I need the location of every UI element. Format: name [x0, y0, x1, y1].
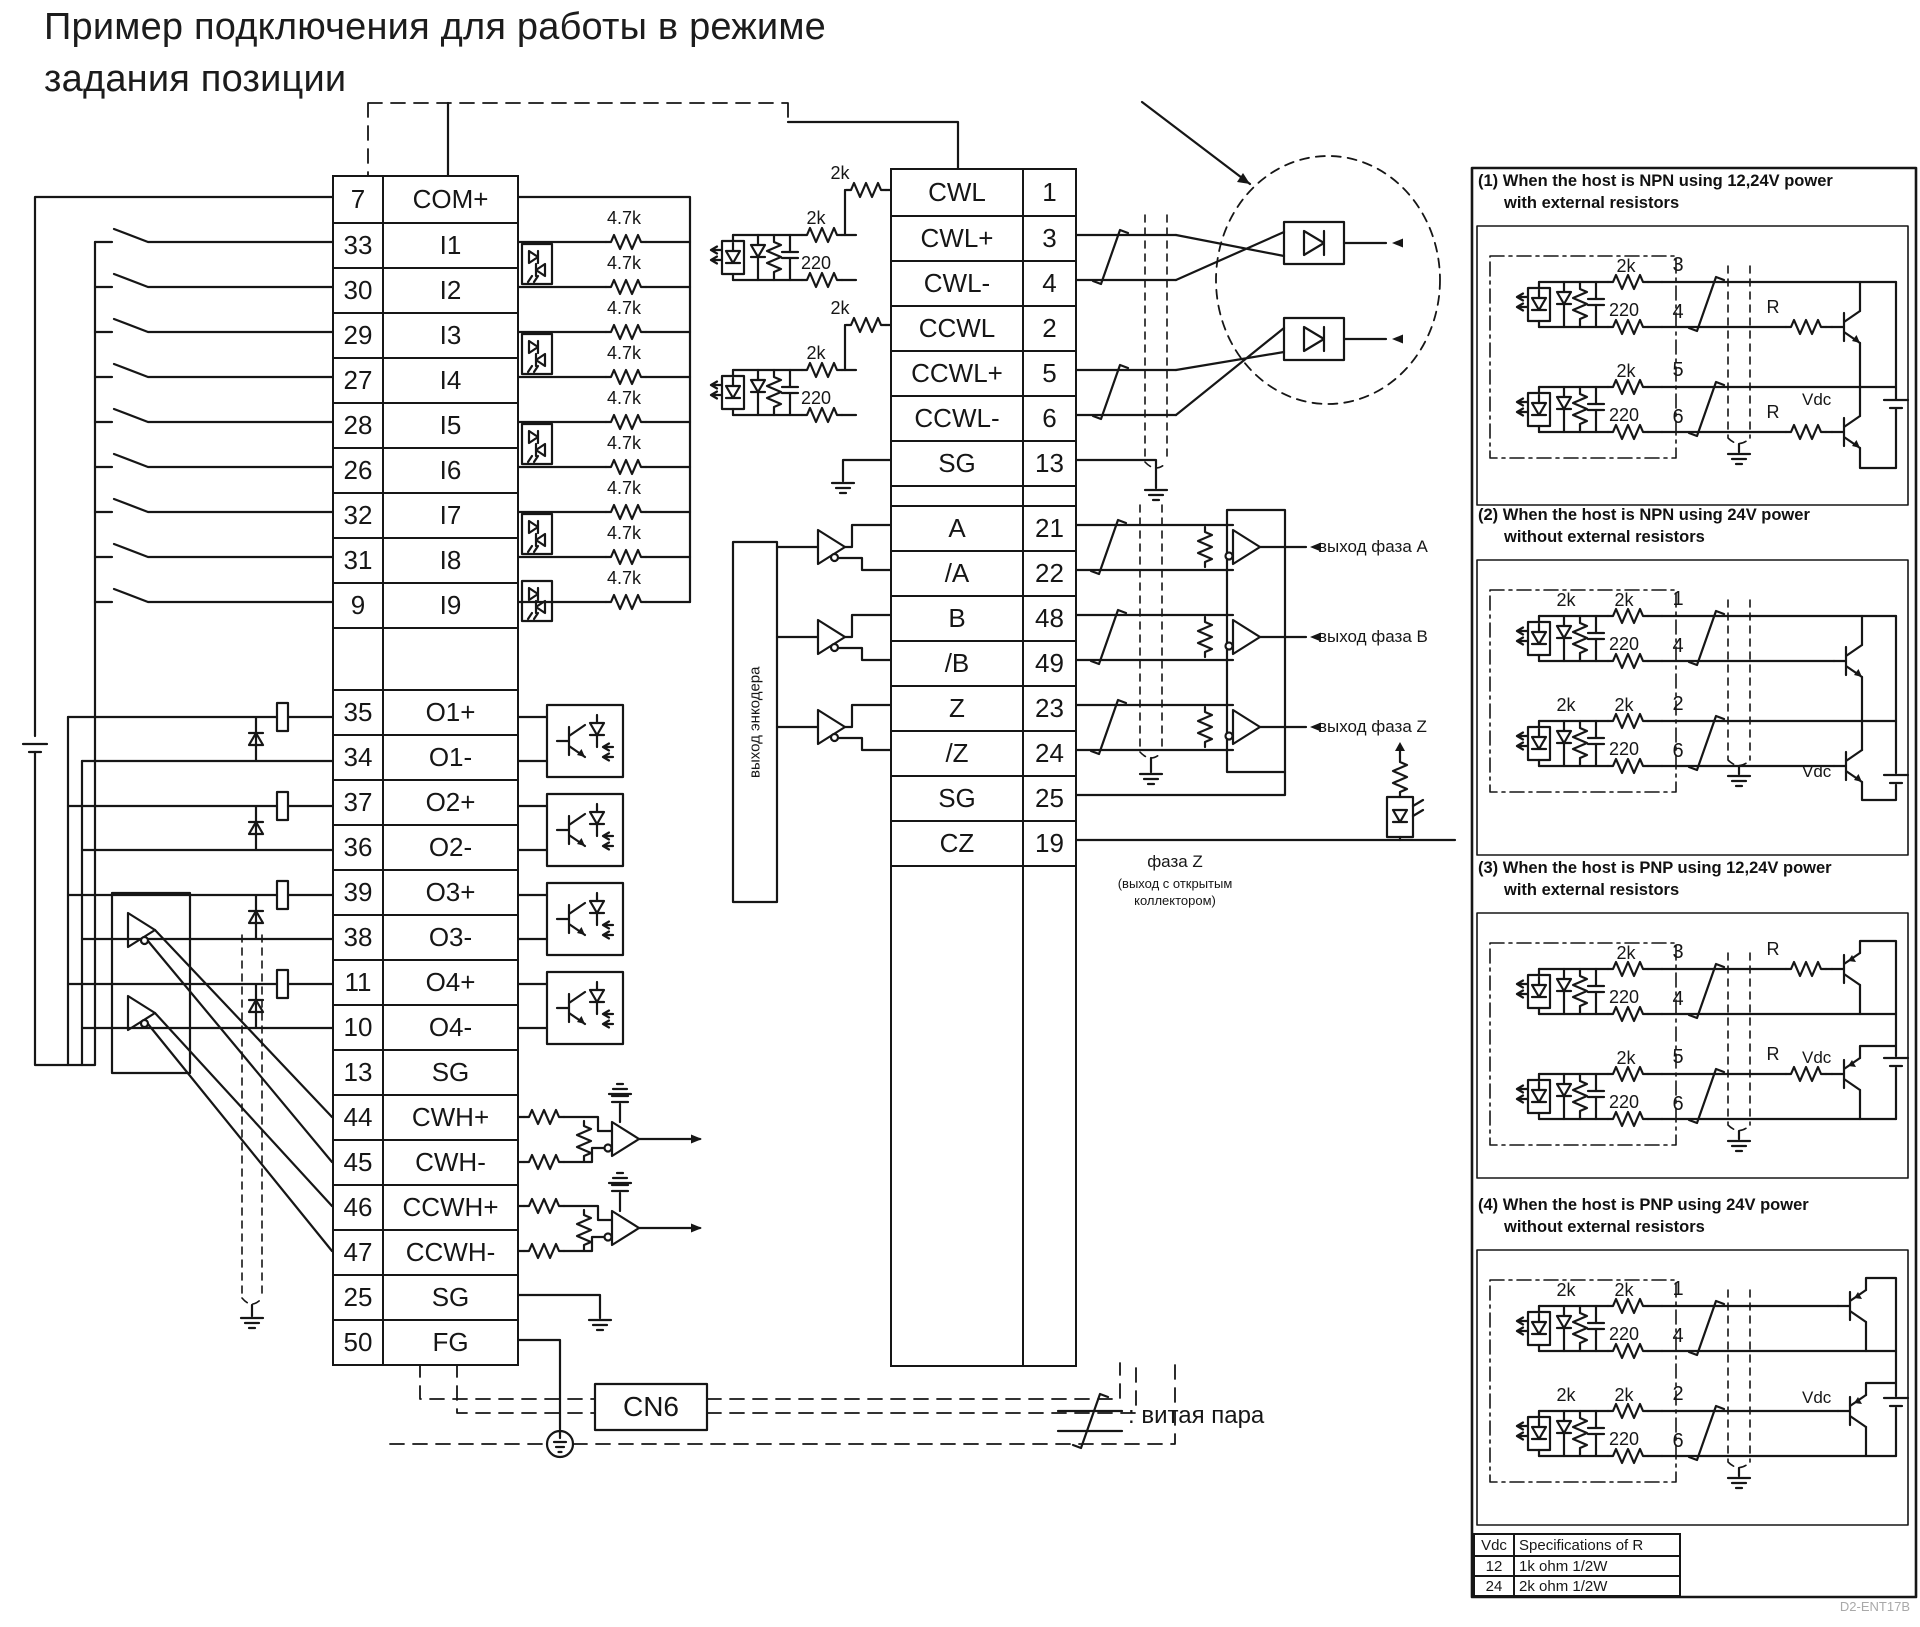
- panel-pin: 6: [1672, 1093, 1684, 1115]
- name-cell: CWH+: [411, 1102, 490, 1132]
- table-row: [334, 1049, 517, 1094]
- resistor-label: 220: [800, 388, 832, 408]
- panel-pin: 5: [1672, 359, 1684, 381]
- table-row: [334, 734, 517, 779]
- pin-cell: 19: [1035, 828, 1064, 858]
- pin-cell: 38: [334, 916, 384, 959]
- table-row: [334, 1184, 517, 1229]
- table-row: [892, 730, 1075, 775]
- name-cell: O3-: [428, 922, 473, 952]
- resistor-label: 2k: [1616, 361, 1636, 381]
- ground-icon: [589, 1320, 611, 1330]
- pin-cell: 22: [1035, 558, 1064, 588]
- encoder-output-label: выход энкодера: [746, 666, 764, 778]
- resistor-label: 220: [1608, 405, 1640, 425]
- resistor-label: 220: [1608, 739, 1640, 759]
- panel-2-subheading: without external resistors: [1504, 528, 1705, 546]
- panel-3-circuit: [1477, 913, 1908, 1178]
- name-cell: I1: [439, 230, 462, 260]
- name-cell: O1+: [425, 697, 476, 727]
- battery-icon: [23, 744, 47, 752]
- name-cell: CCWL-: [892, 397, 1024, 440]
- panel-1-circuit: [1477, 226, 1908, 505]
- pin-cell: 5: [1042, 358, 1057, 388]
- resistor-label: 2k: [806, 343, 826, 363]
- resistor-label: 4.7k: [606, 298, 642, 318]
- panel-pin: 4: [1672, 1325, 1684, 1347]
- pin-cell: 24: [1035, 738, 1064, 768]
- name-cell: I7: [439, 500, 462, 530]
- table-row: [892, 395, 1075, 440]
- pin-cell: [334, 629, 384, 689]
- earth-ground-icon: [547, 1431, 573, 1457]
- table-row: [892, 775, 1075, 820]
- panel-pin: 2: [1672, 693, 1684, 715]
- resistor-label: 2k: [1616, 1048, 1636, 1068]
- name-cell: FG: [432, 1327, 469, 1357]
- table-row: [892, 440, 1075, 485]
- pin-cell: 29: [334, 314, 384, 357]
- panel-1-subheading: with external resistors: [1504, 194, 1680, 212]
- table-row: [334, 357, 517, 402]
- cn1-middle-terminal-table: [890, 168, 1077, 1367]
- resistor-label: 4.7k: [606, 433, 642, 453]
- pin-cell: [1024, 487, 1075, 505]
- panel-1-heading: (1) When the host is NPN using 12,24V power: [1478, 172, 1833, 190]
- resistor-label: 2k: [1556, 590, 1576, 610]
- vdc-label: Vdc: [1802, 762, 1832, 781]
- phase-z-label: выход фаза Z: [1318, 717, 1427, 736]
- name-cell: /A: [892, 552, 1024, 595]
- phase-z-oc-note2: коллектором): [1134, 893, 1216, 908]
- table-row: [892, 215, 1075, 260]
- pin-cell: 1: [1042, 177, 1057, 207]
- table-row: [334, 824, 517, 869]
- input-switches: [23, 197, 332, 1065]
- header-cell: Vdc: [1475, 1535, 1515, 1555]
- panel-2-circuit: [1477, 560, 1908, 855]
- table-row: [334, 1004, 517, 1049]
- panel-pin: 6: [1672, 740, 1684, 762]
- output-transistor-circuits: [515, 705, 623, 1044]
- resistor-label: 4.7k: [606, 388, 642, 408]
- table-row: [334, 537, 517, 582]
- table-row: [892, 485, 1075, 505]
- pin-cell: 36: [334, 826, 384, 869]
- pin-cell: 11: [334, 961, 384, 1004]
- name-cell: I5: [439, 410, 462, 440]
- name-cell: O2+: [425, 787, 476, 817]
- table-row: [892, 505, 1075, 550]
- ground-icon: [241, 1318, 263, 1328]
- pin-cell: 44: [334, 1096, 384, 1139]
- page-title-line2: задания позиции: [44, 58, 347, 100]
- resistor-label: 4.7k: [606, 253, 642, 273]
- table-row: [334, 1139, 517, 1184]
- panel-pin: 1: [1672, 1278, 1684, 1300]
- pin-cell: 3: [1042, 223, 1057, 253]
- pin-cell: 31: [334, 539, 384, 582]
- resistor-label: 220: [800, 253, 832, 273]
- panel-pin: 6: [1672, 406, 1684, 428]
- r-label: R: [1766, 297, 1780, 317]
- table-row: [334, 267, 517, 312]
- r-label: R: [1766, 939, 1780, 959]
- r-spec-table: [1473, 1533, 1681, 1597]
- name-cell: SG: [892, 442, 1024, 485]
- pin-cell: 6: [1042, 403, 1057, 433]
- panel-3-heading: (3) When the host is PNP using 12,24V power: [1478, 859, 1832, 877]
- pin-cell: 50: [334, 1321, 384, 1364]
- pin-cell: 13: [334, 1051, 384, 1094]
- name-cell: O4-: [428, 1012, 473, 1042]
- vdc-label: Vdc: [1802, 1388, 1832, 1407]
- pin-cell: 33: [334, 224, 384, 267]
- phase-z-oc-title: фаза Z: [1147, 852, 1203, 871]
- header-cell: Specifications of R: [1519, 1536, 1644, 1554]
- resistor-label: 220: [1608, 1429, 1640, 1449]
- table-row: [892, 550, 1075, 595]
- resistor-label: 2k: [1556, 695, 1576, 715]
- resistor-label: 220: [1608, 634, 1640, 654]
- name-cell: B: [892, 597, 1024, 640]
- table-row: [892, 350, 1075, 395]
- name-cell: I2: [439, 275, 462, 305]
- name-cell: CCWL+: [892, 352, 1024, 395]
- table-row: [334, 869, 517, 914]
- table-row: [334, 492, 517, 537]
- table-row: [334, 312, 517, 357]
- table-row: [334, 959, 517, 1004]
- page-title-line1: Пример подключения для работы в режиме: [44, 6, 827, 48]
- pin-cell: 46: [334, 1186, 384, 1229]
- resistor-label: 2k: [1616, 943, 1636, 963]
- output-loads: [68, 703, 332, 1065]
- table-row: [334, 627, 517, 689]
- host-pulse-driver: [112, 893, 332, 1328]
- table-row: [334, 779, 517, 824]
- panel-pin: 6: [1672, 1430, 1684, 1452]
- resistor-label: 2k: [830, 298, 850, 318]
- resistor-label: 2k: [830, 163, 850, 183]
- name-cell: CWH-: [415, 1147, 486, 1177]
- name-cell: O4+: [425, 967, 476, 997]
- name-cell: SG: [431, 1057, 470, 1087]
- pin-cell: 47: [334, 1231, 384, 1274]
- pin-cell: 26: [334, 449, 384, 492]
- cell: 1k ohm 1/2W: [1519, 1557, 1608, 1575]
- panel-3-subheading: with external resistors: [1504, 881, 1680, 899]
- cell: 2k ohm 1/2W: [1519, 1577, 1608, 1595]
- pin-cell: [1024, 867, 1075, 1365]
- pin-cell: 10: [334, 1006, 384, 1049]
- name-cell: SG: [431, 1282, 470, 1312]
- name-cell: I6: [439, 455, 462, 485]
- resistor-label: 2k: [1614, 695, 1634, 715]
- resistor-label: 2k: [1556, 1280, 1576, 1300]
- name-cell: SG: [892, 777, 1024, 820]
- pin-cell: 25: [1035, 783, 1064, 813]
- table-row: [892, 170, 1075, 215]
- name-cell: I9: [439, 590, 462, 620]
- name-cell: /Z: [892, 732, 1024, 775]
- table-row: [1475, 1555, 1679, 1575]
- table-row: [1475, 1535, 1679, 1555]
- pin-cell: 7: [334, 177, 384, 222]
- name-cell: CWL-: [892, 262, 1024, 305]
- twisted-pair-legend: : витая пара: [1128, 1402, 1265, 1429]
- table-row: [334, 689, 517, 734]
- pin-cell: 30: [334, 269, 384, 312]
- pin-cell: 9: [334, 584, 384, 627]
- name-cell: CWL+: [892, 217, 1024, 260]
- pin-cell: 21: [1035, 513, 1064, 543]
- table-row: [334, 1094, 517, 1139]
- table-row: [334, 1319, 517, 1364]
- pin-cell: 35: [334, 691, 384, 734]
- table-row: [892, 685, 1075, 730]
- resistor-label: 4.7k: [606, 343, 642, 363]
- name-cell: CCWH-: [405, 1237, 496, 1267]
- table-row: [334, 402, 517, 447]
- cell: 12: [1475, 1557, 1515, 1575]
- name-cell: CWL: [892, 170, 1024, 215]
- pin-cell: 34: [334, 736, 384, 779]
- name-cell: I4: [439, 365, 462, 395]
- name-cell: CZ: [892, 822, 1024, 865]
- resistor-label: 4.7k: [606, 568, 642, 588]
- panel-pin: 5: [1672, 1046, 1684, 1068]
- cn1-left-terminal-table: [332, 175, 519, 1366]
- cwl-opto-cells: [711, 183, 890, 493]
- name-cell: I3: [439, 320, 462, 350]
- name-cell: [384, 629, 517, 689]
- panel-4-heading: (4) When the host is PNP using 24V power: [1478, 1196, 1809, 1214]
- pin-cell: 49: [1035, 648, 1064, 678]
- panel-pin: 1: [1672, 588, 1684, 610]
- panel-pin: 2: [1672, 1383, 1684, 1405]
- resistor-label: 220: [1608, 1092, 1640, 1112]
- panel-pin: 4: [1672, 635, 1684, 657]
- vdc-label: Vdc: [1802, 390, 1832, 409]
- table-row: [334, 222, 517, 267]
- resistor-label: 2k: [1614, 590, 1634, 610]
- table-row: [334, 447, 517, 492]
- panel-pin: 4: [1672, 988, 1684, 1010]
- resistor-label: 2k: [1614, 1385, 1634, 1405]
- pin-cell: 25: [334, 1276, 384, 1319]
- pin-cell: 23: [1035, 693, 1064, 723]
- table-row: [1475, 1575, 1679, 1595]
- pin-cell: 48: [1035, 603, 1064, 633]
- pin-cell: 32: [334, 494, 384, 537]
- name-cell: A: [892, 507, 1024, 550]
- name-cell: O3+: [425, 877, 476, 907]
- table-row: [334, 582, 517, 627]
- pin-cell: 27: [334, 359, 384, 402]
- pulse-receiver-circuits: [515, 1084, 702, 1258]
- pin-cell: 28: [334, 404, 384, 447]
- name-cell: CCWL: [892, 307, 1024, 350]
- cwl-host-link: [1073, 102, 1440, 500]
- table-row: [334, 177, 517, 222]
- panel-pin: 3: [1672, 254, 1684, 276]
- table-row: [892, 305, 1075, 350]
- table-row: [892, 260, 1075, 305]
- phase-b-label: выход фаза B: [1318, 627, 1428, 646]
- name-cell: COM+: [412, 184, 489, 214]
- r-label: R: [1766, 1044, 1780, 1064]
- table-row: [892, 820, 1075, 865]
- name-cell: O2-: [428, 832, 473, 862]
- name-cell: I8: [439, 545, 462, 575]
- resistor-label: 4.7k: [606, 208, 642, 228]
- r-label: R: [1766, 402, 1780, 422]
- cn6-label: CN6: [622, 1391, 679, 1422]
- resistor-label: 220: [1608, 1324, 1640, 1344]
- twisted-pair-icon: [1058, 1394, 1122, 1448]
- pin-cell: 2: [1042, 313, 1057, 343]
- table-row: [334, 1274, 517, 1319]
- cell: 24: [1475, 1577, 1515, 1595]
- resistor-label: 220: [1608, 300, 1640, 320]
- name-cell: Z: [892, 687, 1024, 730]
- pin-cell: 13: [1035, 448, 1064, 478]
- pin-cell: 39: [334, 871, 384, 914]
- name-cell: [892, 487, 1024, 505]
- resistor-label: 2k: [1616, 256, 1636, 276]
- table-row: [334, 1229, 517, 1274]
- doc-code: D2-ENT17B: [1839, 1599, 1910, 1614]
- vdc-label: Vdc: [1802, 1048, 1832, 1067]
- resistor-label: 4.7k: [606, 478, 642, 498]
- name-cell: CCWH+: [402, 1192, 499, 1222]
- pin-cell: 45: [334, 1141, 384, 1184]
- name-cell: [892, 867, 1024, 1365]
- resistor-label: 2k: [1614, 1280, 1634, 1300]
- resistor-label: 220: [1608, 987, 1640, 1007]
- phase-a-label: выход фаза A: [1318, 537, 1428, 556]
- pin-cell: 37: [334, 781, 384, 824]
- pin-cell: 4: [1042, 268, 1057, 298]
- panel-4-subheading: without external resistors: [1504, 1218, 1705, 1236]
- panel-pin: 4: [1672, 301, 1684, 323]
- panel-4-circuit: [1477, 1250, 1908, 1525]
- panel-2-heading: (2) When the host is NPN using 24V power: [1478, 506, 1810, 524]
- resistor-label: 4.7k: [606, 523, 642, 543]
- resistor-label: 2k: [806, 208, 826, 228]
- table-row: [334, 914, 517, 959]
- table-row: [892, 865, 1075, 1365]
- table-row: [892, 595, 1075, 640]
- name-cell: O1-: [428, 742, 473, 772]
- phase-z-oc-note1: (выход с открытым: [1117, 876, 1233, 891]
- table-row: [892, 640, 1075, 685]
- name-cell: /B: [892, 642, 1024, 685]
- panel-pin: 3: [1672, 941, 1684, 963]
- resistor-label: 2k: [1556, 1385, 1576, 1405]
